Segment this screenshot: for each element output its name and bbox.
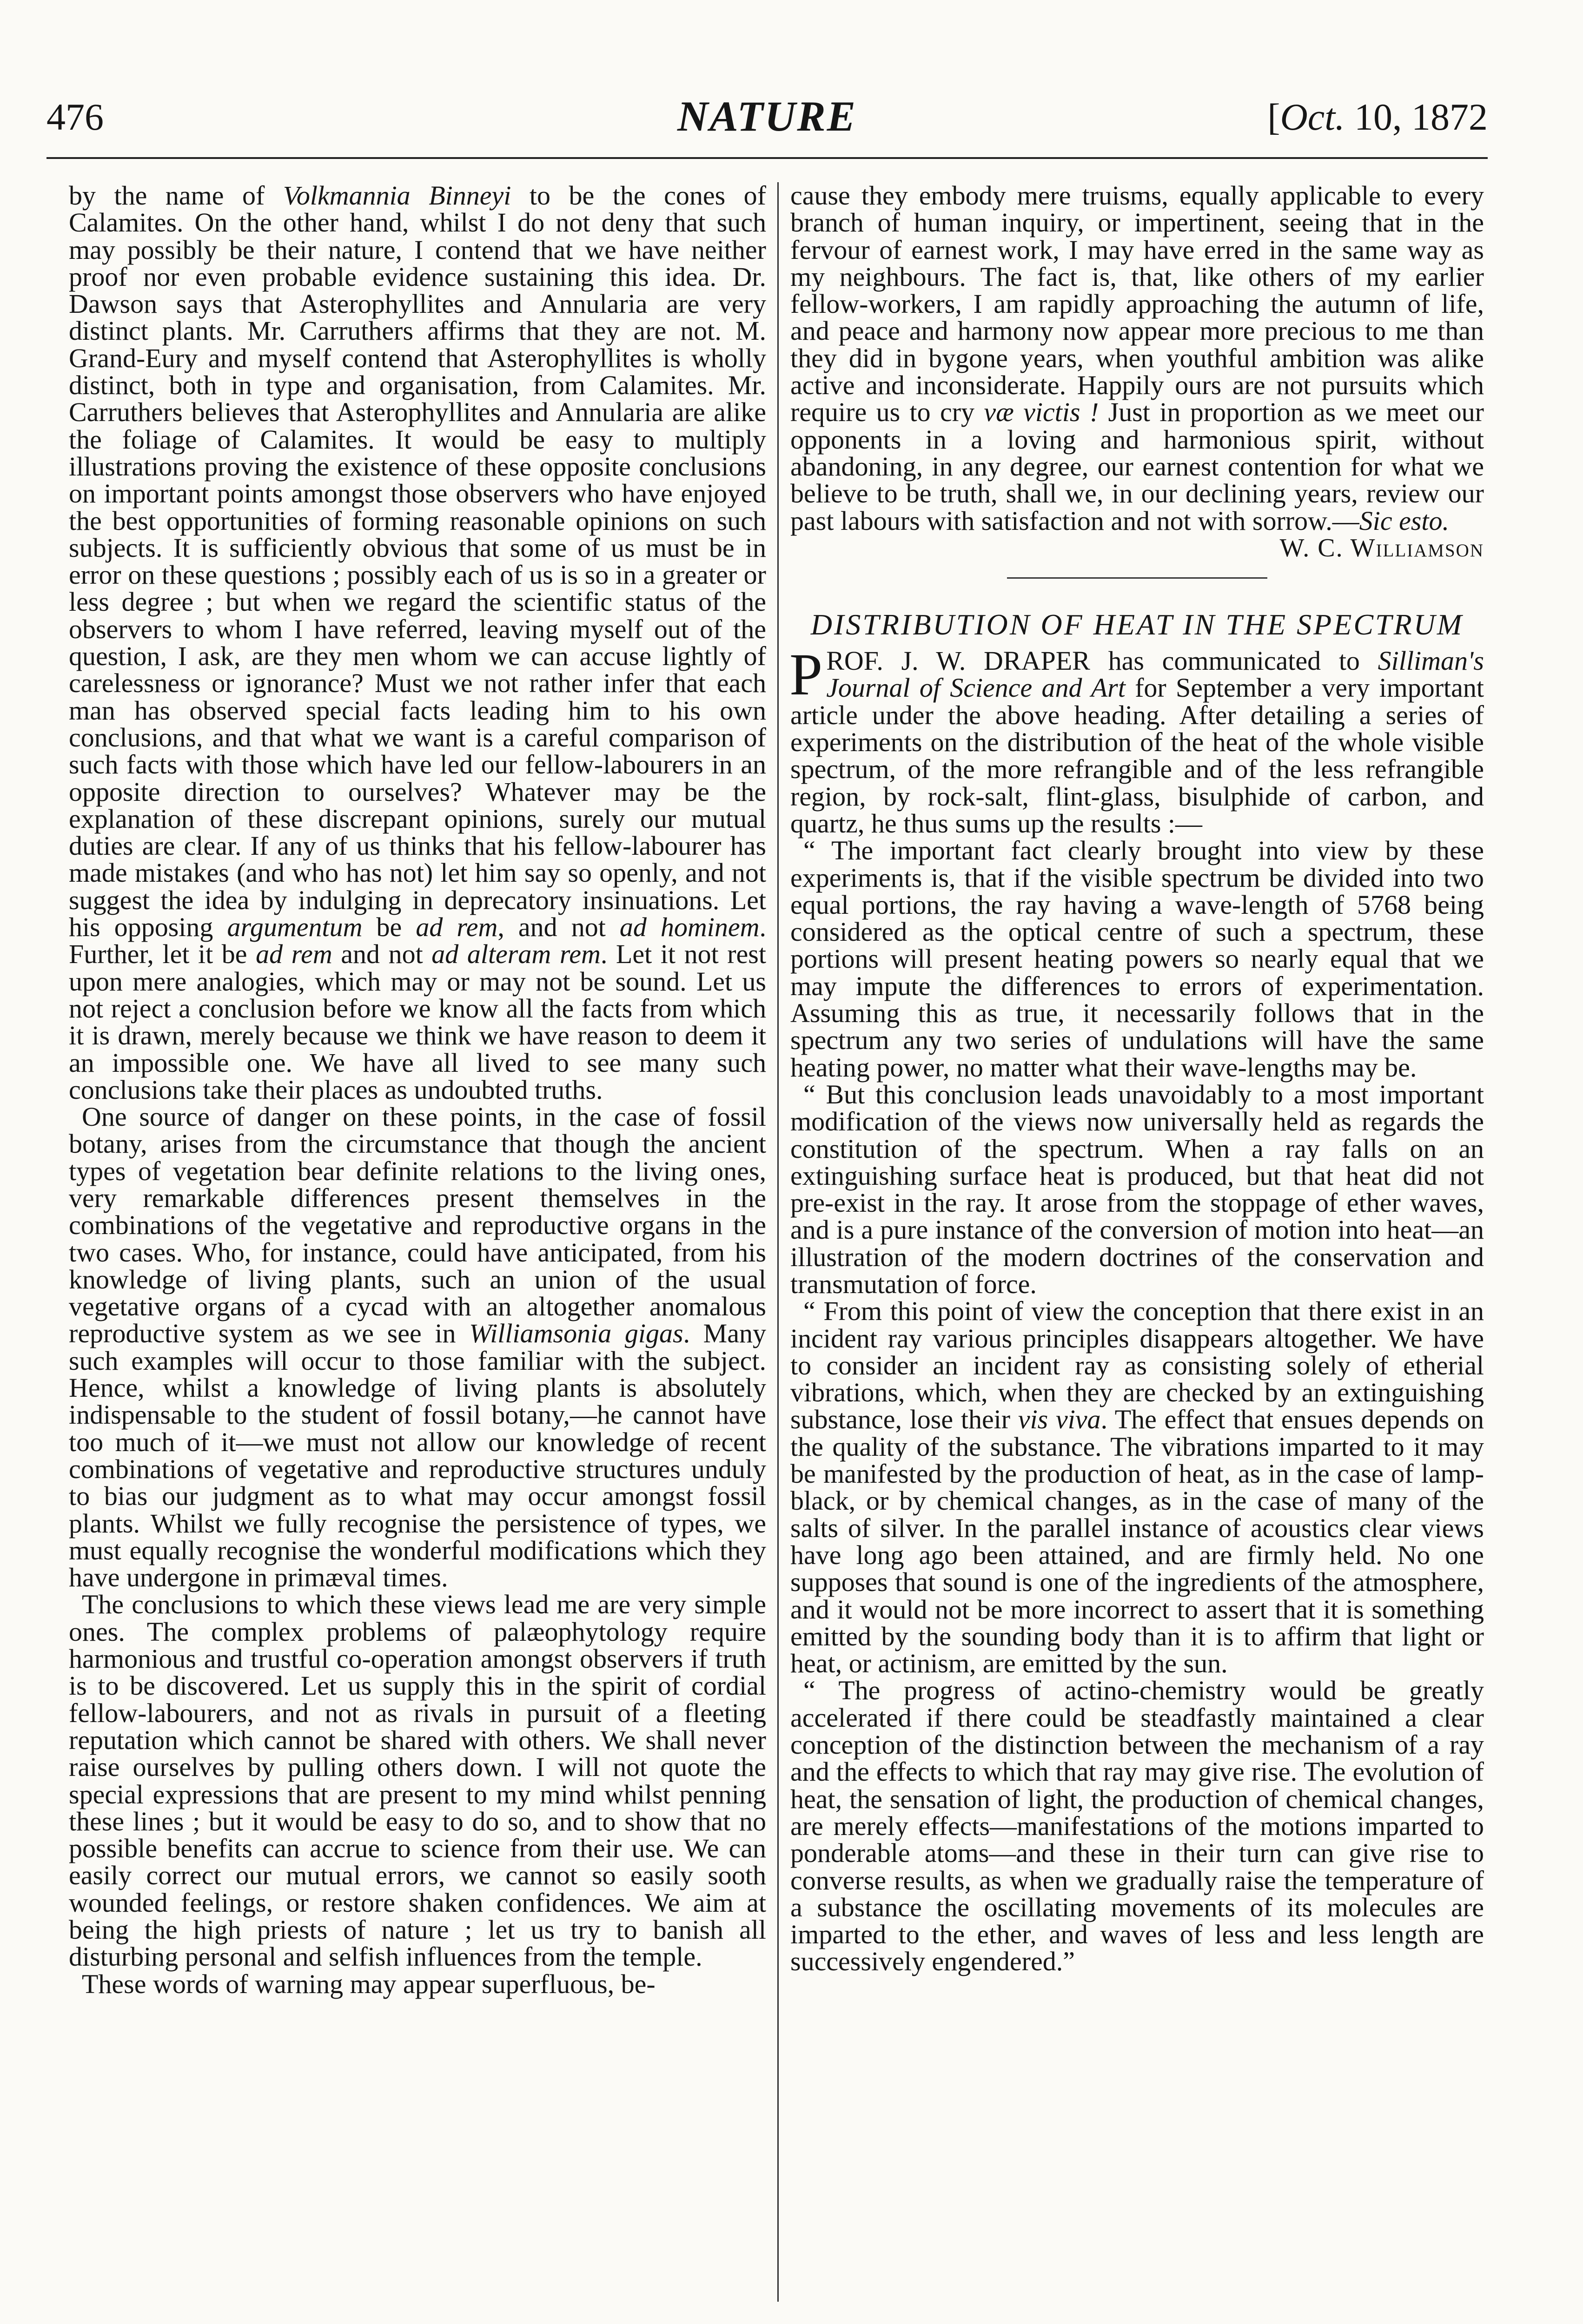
- drop-cap: P: [789, 641, 823, 708]
- column-divider: [777, 182, 779, 2302]
- issue-date-day-year: 10, 1872: [1354, 96, 1488, 138]
- text-run: and not: [332, 939, 432, 970]
- text-run: be: [362, 912, 416, 943]
- text-run: One source of danger on these points, in the case of fossil botany, arises from the circumstance that though the ancient types of vegetation bear definite relations to the living ones, very remarkable differences present themselves in the combinations of the vegetative and reproductive organs in the two cases. Who, for instance, could have anticipated, from his knowledge of living plants, such an union of the usual vegetative organs of a cycad with an altogether anomalous reproductive system as we see in: [69, 1102, 766, 1349]
- journal-title: NATURE: [677, 92, 857, 140]
- paragraph: [69, 182, 766, 1103]
- text-run: cause they embody mere truisms, equally applicable to every branch of human inquiry, or impertinent, seeing that in the fervour of earnest work, I may have erred in the same way as my neighbours. The fact is, that, like others of my earlier fellow-workers, I am rapidly approaching the autumn of life, and peace and harmony now appear more precious to me than they did in bygone years, when youthful ambition was alike active and inconsiderate. Happily ours are not pursuits which require us to cry: [790, 180, 1484, 428]
- italic-text: Sic esto.: [1359, 505, 1450, 536]
- italic-text: Williamsonia gigas: [469, 1318, 683, 1349]
- issue-date-month: Oct.: [1280, 96, 1345, 138]
- author-signature: [790, 535, 1484, 561]
- italic-text: ad rem: [256, 939, 332, 970]
- paragraph: [790, 1298, 1484, 1677]
- italic-text: ad alteram rem: [431, 939, 601, 970]
- author-name: W. C. Williamson: [1279, 533, 1484, 562]
- text-run: “ From this point of view the conception that there exist in an incident ray various principles disappears altogether. We have to consider an incident ray as consisting solely of etherial vibrations, which, when they are checked by an extinguishing substance, lose their: [790, 1296, 1484, 1435]
- paragraph: “ The progress of actino-chemistry would be greatly accelerated if there could be steadfastly maintained a clear conception of the distinction between the mechanism of a ray and the effects to which that ray may give rise. The evolution of heat, the sensation of light, the production of chemical changes, are merely effects—manifestations of the motions imparted to ponderable atoms—and these in their turn can give rise to converse results, as when we gradually raise the temperature of a substance the oscillating movements of its molecules are imparted to the ether, and waves of less and less length are successively engendered.”: [790, 1675, 1484, 1977]
- section-rule: [1007, 577, 1267, 579]
- text-run: . The effect that ensues depends on the quality of the substance. The vibrations imparted to it may be manifested by the production of heat, as in the case of lamp-black, or by chemical changes, as in the case of many of the salts of silver. In the parallel instance of acoustics clear views have long ago been attained, and are firmly held. No one supposes that sound is one of the ingredients of the atmosphere, and it would not be more incorrect to assert that it is something emitted by the sounding body than it is to affirm that light or heat, or actinism, are emitted by the sun.: [790, 1404, 1484, 1679]
- paragraph: These words of warning may appear superfluous, be-: [82, 1968, 656, 1999]
- text-run: ROF. J. W. DRAPER has communicated to: [826, 646, 1378, 676]
- text-run: by the name of: [69, 180, 283, 211]
- text-run: . Let it not rest upon mere analogies, which may or may not be sound. Let us not reject a conclusion before we know all the facts from which it is drawn, merely because we think we have reason to deem it an impossible one. We have all lived to see many such conclusions take their places as undoubted truths.: [69, 939, 766, 1105]
- italic-text: væ victis !: [984, 397, 1099, 428]
- italic-text: ad rem: [416, 912, 498, 943]
- text-run: Just in proportion as we meet our opponents in a loving and harmonious spirit, without abandoning, in any degree, our earnest contention for what we believe to be truth, shall we, in our declining years, review our past labours with satisfaction and not with sorrow.—: [790, 397, 1484, 536]
- page-header: [46, 92, 1488, 151]
- italic-text: Volkmannia Binneyi: [283, 180, 511, 211]
- paragraph: [789, 641, 1484, 838]
- text-run: . Many such examples will occur to those familiar with the subject. Hence, whilst a knowledge of living plants is absolutely indispensable to the student of fossil botany,—he cannot have too much of it—we must not allow our knowledge of recent combinations of vegetative and reproductive structures unduly to bias our judgment as to what may occur amongst fossil plants. Whilst we fully recognise the persistence of types, we must equally recognise the wonderful modifications which they have undergone in primæval times.: [69, 1318, 766, 1593]
- paragraph: [790, 182, 1484, 535]
- italic-text: argumentum: [227, 912, 363, 943]
- italic-text: vis viva: [1018, 1404, 1101, 1435]
- header-rule: [46, 157, 1488, 159]
- issue-date: [Oct. 10, 1872: [1267, 96, 1488, 138]
- paragraph: “ But this conclusion leads unavoidably to a most important modification of the views now universally held as regards the constitution of the spectrum. When a ray falls on an extinguishing surface heat is produced, but that heat did not pre-exist in the ray. It arose from the stoppage of ether waves, and is a pure instance of the conversion of motion into heat—an illustration of the modern doctrines of the conservation and transmutation of force.: [790, 1079, 1484, 1299]
- text-run: to be the cones of Calamites. On the other hand, whilst I do not deny that such may possibly be their nature, I contend that we have neither proof nor even probable evidence sustaining this idea. Dr. Dawson says that Asterophyllites and Annularia are very distinct plants. Mr. Carruthers affirms that they are not. M. Grand-Eury and myself contend that Asterophyllites is wholly distinct, both in type and organisation, from Calamites. Mr. Carruthers believes that Asterophyllites and Annularia are alike the foliage of Calamites. It would be easy to multiply illustrations proving the existence of these opposite conclusions on important points amongst those observers who have enjoyed the best opportunities of forming reasonable opinions on such subjects. It is sufficiently obvious that some of us must be in error on these questions ; possibly each of us is so in a greater or less degree ; but when we regard the scientific status of the observers to whom I have referred, leaving myself out of the question, I ask, are they men whom we can accuse lightly of carelessness or ignorance? Must we not rather infer that each man has observed special facts leading him to his own conclusions, and that what we want is a careful comparison of such facts with those which have led our fellow-labourers in an opposite direction to ourselves? Whatever may be the explanation of these discrepant opinions, surely our mutual duties are clear. If any of us thinks that his fellow-labourer has made mistakes (and who has not) let him say so openly, and not suggest the idea by indulging in deprecatory insinuations. Let his opposing: [69, 180, 766, 943]
- page-number: 476: [46, 96, 104, 138]
- text-run: . Further, let it be: [69, 912, 767, 970]
- right-column: [790, 182, 1484, 1975]
- paragraph: The conclusions to which these views lead me are very simple ones. The complex problems of palæophytology require harmonious and trustful co-operation amongst observers if truth is to be discovered. Let us supply this in the spirit of cordial fellow-labourers, and not as rivals in pursuit of a fleeting reputation which cannot be shared with others. We shall never raise ourselves by pulling others down. I will not quote the special expressions that are present to my mind whilst penning these lines ; but it would be easy to do so, and to show that no possible benefits can accrue to science from their use. We can easily correct our mutual errors, we cannot so easily sooth wounded feelings, or restore shaken confidences. We aim at being the high priests of nature ; let us try to banish all disturbing personal and selfish influences from the temple.: [69, 1589, 766, 1972]
- paragraph: [69, 1103, 766, 1591]
- paragraph: “ The important fact clearly brought into view by these experiments is, that if the visible spectrum be divided into two equal portions, the ray having a wave-length of 5768 being considered as the optical centre of such a spectrum, these portions will present heating powers so nearly equal that we may impute the differences to errors of experimentation. Assuming this as true, it necessarily follows that in the spectrum any two series of undulations will have the same heating power, no matter what their wave-lengths may be.: [790, 835, 1484, 1083]
- text-run: , and not: [497, 912, 620, 943]
- italic-text: Silliman's Journal of Science and Art: [826, 646, 1484, 703]
- italic-text: ad hominem: [619, 912, 760, 943]
- text-run: for September a very important article under the above heading. After detailing a series of experiments on the distribution of the heat of the whole visible spectrum, of the more refrangible and of the less refrangible region, by rock-salt, flint-glass, bisulphide of carbon, and quartz, he thus sums up the results :—: [790, 673, 1484, 838]
- left-column: [69, 182, 766, 1998]
- section-title: DISTRIBUTION OF HEAT IN THE SPECTRUM: [810, 608, 1464, 641]
